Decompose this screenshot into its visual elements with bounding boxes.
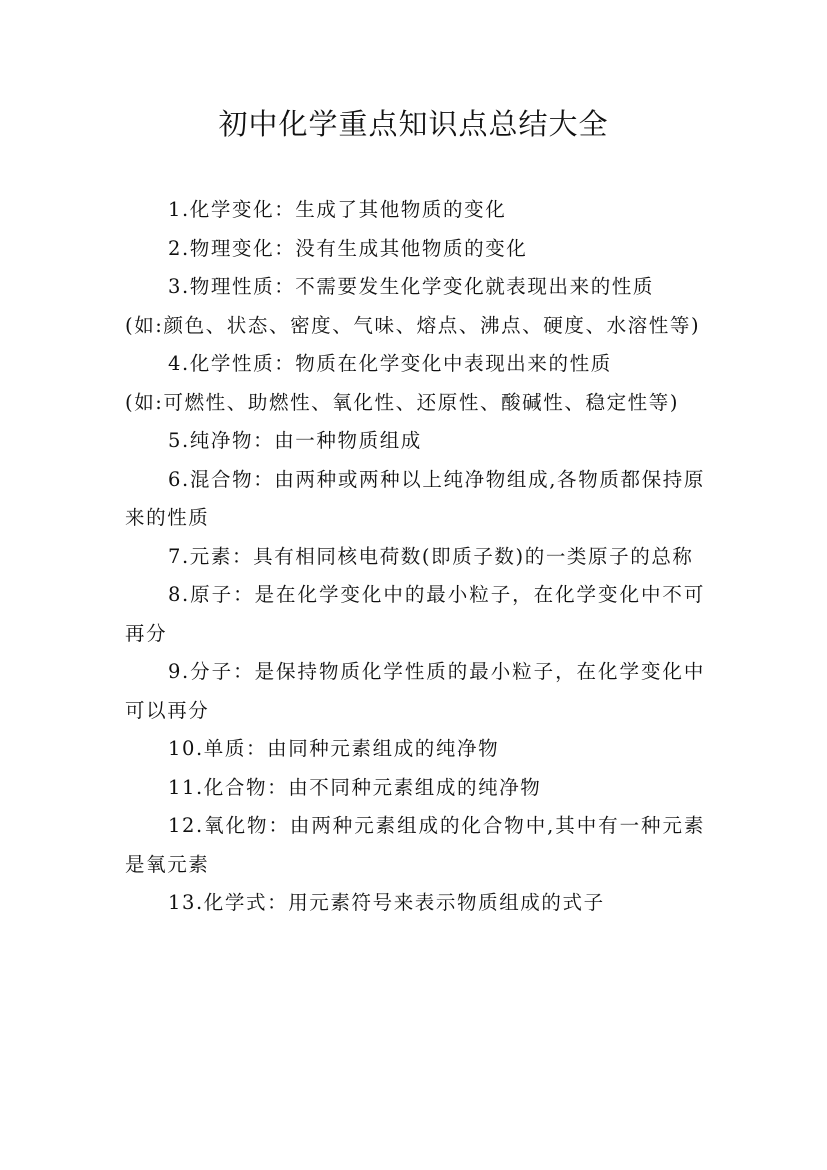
paragraph-11: 11.化合物：由不同种元素组成的纯净物: [168, 775, 542, 799]
document-body: [125, 191, 705, 923]
paragraph-3-examples: (如:颜色、状态、密度、气味、熔点、沸点、硬度、水溶性等): [125, 313, 701, 337]
paragraph-13: 13.化学式：用元素符号来表示物质组成的式子: [168, 891, 605, 914]
paragraph-12: 12.氧化物：由两种元素组成的化合物中,其中有一种元素是氧元素: [125, 814, 705, 876]
paragraph-2: 2.物理变化：没有生成其他物质的变化: [168, 236, 528, 260]
paragraph-10: 10.单质：由同种元素组成的纯净物: [168, 737, 500, 760]
paragraph-6: 6.混合物：由两种或两种以上纯净物组成,各物质都保持原来的性质: [125, 467, 705, 529]
paragraph-8: 8.原子：是在化学变化中的最小粒子，在化学变化中不可再分: [125, 583, 705, 645]
paragraph-4-examples: (如:可燃性、助燃性、氧化性、还原性、酸碱性、稳定性等): [125, 390, 680, 414]
paragraph-3: 3.物理性质：不需要发生化学变化就表现出来的性质: [168, 275, 655, 298]
paragraph-4: 4.化学性质：物质在化学变化中表现出来的性质: [168, 352, 612, 375]
paragraph-5: 5.纯净物：由一种物质组成: [168, 429, 422, 452]
document-title: 初中化学重点知识点总结大全: [218, 107, 609, 141]
paragraph-7: 7.元素：具有相同核电荷数(即质子数)的一类原子的总称: [168, 544, 694, 568]
paragraph-1: 1.化学变化：生成了其他物质的变化: [168, 198, 507, 221]
paragraph-9: 9.分子：是保持物质化学性质的最小粒子，在化学变化中可以再分: [125, 660, 705, 722]
